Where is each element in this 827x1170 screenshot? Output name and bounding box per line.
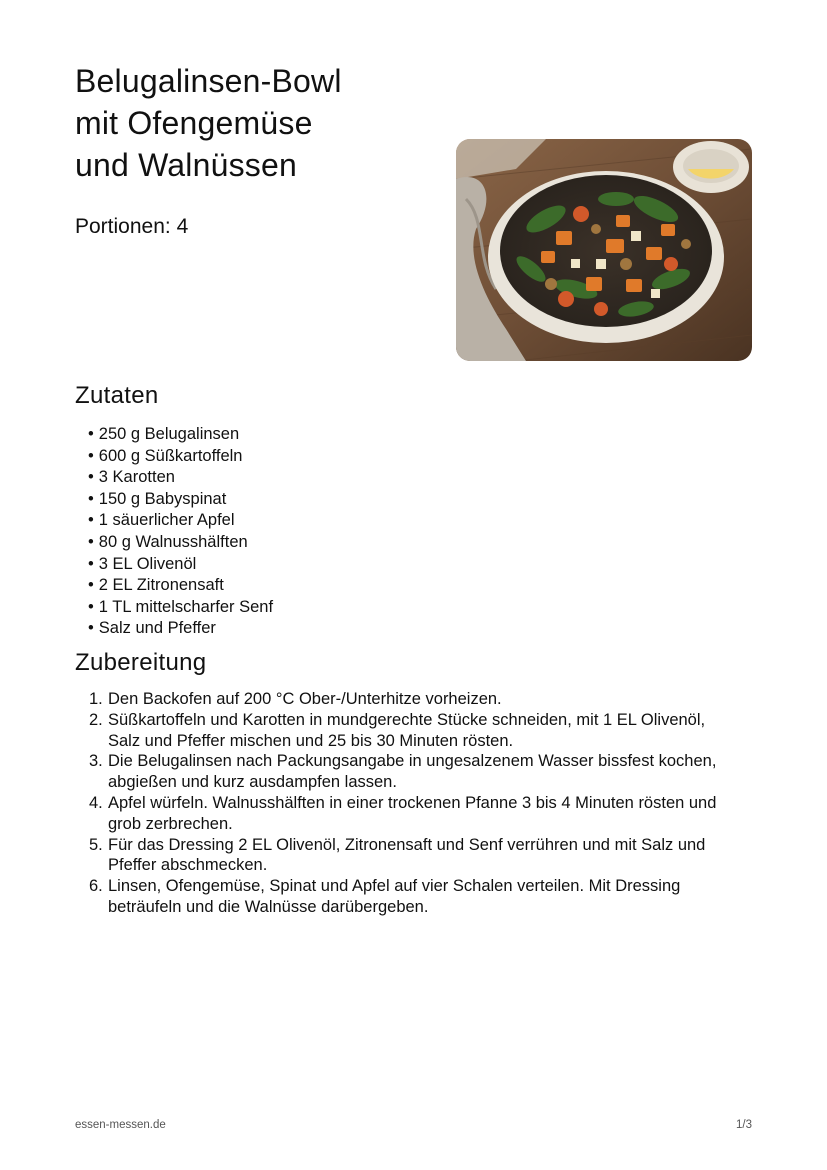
step-text-line: Den Backofen auf 200 °C Ober-/Unterhitze vorheizen.	[108, 690, 502, 708]
step-item	[89, 689, 749, 710]
step-item	[89, 751, 749, 793]
ingredient-item: • 2 EL Zitronensaft	[88, 575, 273, 597]
ingredient-item: • 3 EL Olivenöl	[88, 554, 273, 576]
step-number: 3.	[89, 752, 103, 771]
ingredient-item: • 250 g Belugalinsen	[88, 424, 273, 446]
step-text-line: Salz und Pfeffer mischen und 25 bis 30 Minuten rösten.	[108, 731, 514, 750]
recipe-title-line: und Walnüssen	[75, 147, 297, 183]
step-text-line: Die Belugalinsen nach Packungsangabe in ungesalzenem Wasser bissfest kochen,	[108, 752, 717, 771]
step-item	[89, 876, 749, 918]
ingredient-item: • Salz und Pfeffer	[88, 618, 273, 640]
step-text-line: Für das Dressing 2 EL Olivenöl, Zitronensaft und Senf verrühren und mit Salz und	[108, 835, 706, 854]
step-text-line: Pfeffer abschmecken.	[108, 856, 268, 875]
ingredient-item: • 150 g Babyspinat	[88, 489, 273, 511]
ingredient-item: • 1 säuerlicher Apfel	[88, 510, 273, 532]
recipe-title-line: Belugalinsen-Bowl	[75, 63, 342, 99]
step-text-line: Linsen, Ofengemüse, Spinat und Apfel auf vier Schalen verteilen. Mit Dressing	[108, 877, 681, 896]
step-item	[89, 793, 749, 835]
step-text-line: beträufeln und die Walnüsse darübergeben.	[108, 897, 429, 916]
ingredient-item: • 600 g Süßkartoffeln	[88, 446, 273, 468]
step-text-line: Süßkartoffeln und Karotten in mundgerechte Stücke schneiden, mit 1 EL Olivenöl,	[108, 710, 706, 729]
ingredient-item: • 3 Karotten	[88, 467, 273, 489]
servings: Portionen: 4	[75, 215, 189, 238]
step-item	[89, 835, 749, 877]
ingredient-item: • 1 TL mittelscharfer Senf	[88, 597, 273, 619]
footer-site: essen-messen.de	[75, 1119, 166, 1131]
recipe-title-line: mit Ofengemüse	[75, 105, 313, 141]
step-item	[89, 710, 749, 752]
preparation-heading: Zubereitung	[75, 649, 207, 676]
ingredients-heading: Zutaten	[75, 382, 159, 409]
step-text-line: Apfel würfeln. Walnusshälften in einer trockenen Pfanne 3 bis 4 Minuten rösten und	[108, 793, 717, 812]
step-text-line: grob zerbrechen.	[108, 814, 233, 833]
ingredients-list	[88, 424, 273, 640]
step-number: 2.	[89, 710, 103, 729]
preparation-steps	[89, 689, 749, 918]
recipe-photo	[456, 139, 752, 361]
footer-page-number: 1/3	[736, 1119, 752, 1131]
step-number: 6.	[89, 877, 103, 896]
recipe-title	[75, 60, 435, 186]
step-number: 1.	[89, 690, 103, 708]
step-number: 5.	[89, 835, 103, 854]
step-text-line: abgießen und kurz ausdampfen lassen.	[108, 773, 397, 792]
step-number: 4.	[89, 793, 103, 812]
ingredient-item: • 80 g Walnusshälften	[88, 532, 273, 554]
